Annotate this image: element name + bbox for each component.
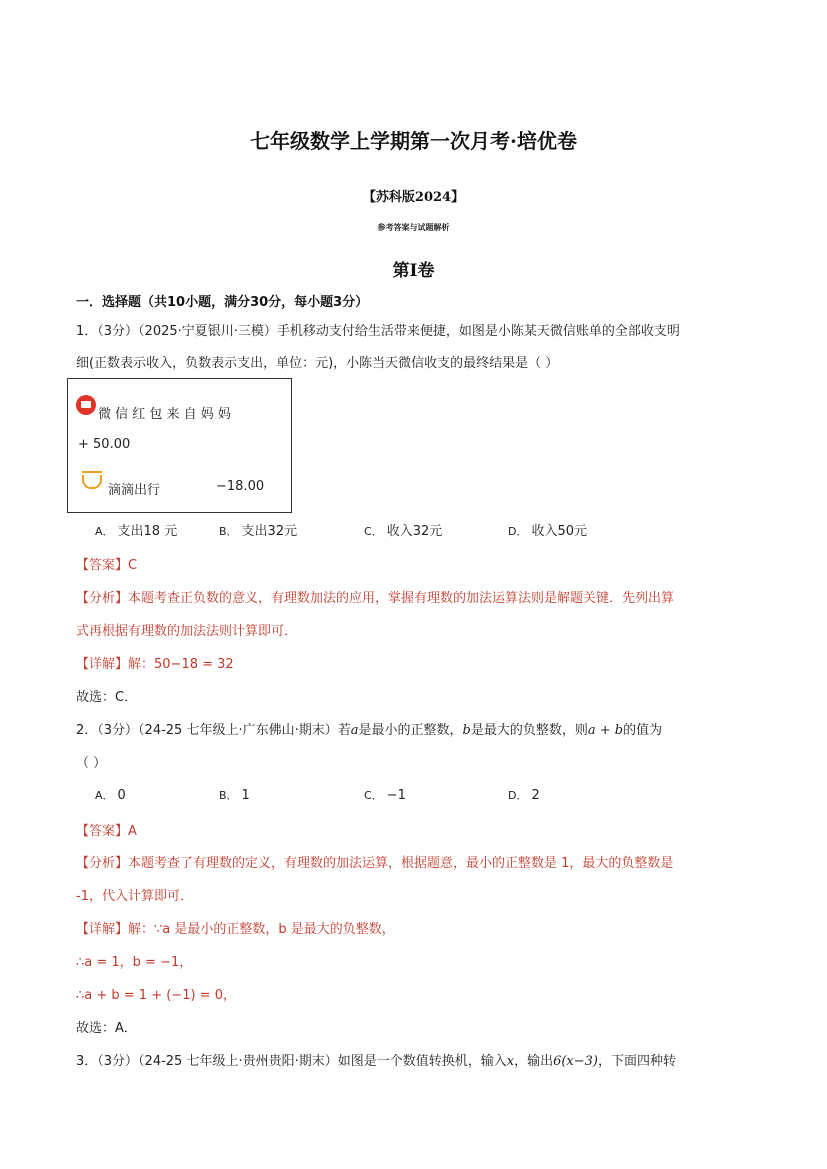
q2-answer: 【答案】A (76, 824, 137, 839)
edition-label: 【苏科版2024】 (362, 190, 465, 205)
q1-figure (67, 378, 292, 513)
q2-option-c: C． −1 (364, 788, 406, 803)
q2-option-b: B． 1 (219, 788, 250, 803)
page-subtitle: 参考答案与试题解析 (377, 222, 450, 232)
q2-option-d: D． 2 (508, 788, 540, 803)
q2-stem-line2: （ ） (76, 756, 107, 771)
q1-option-d: D． 收入50元 (508, 524, 588, 539)
q2-option-a: A． 0 (95, 788, 126, 803)
q1-stem-line2: 细(正数表示收入，负数表示支出，单位：元)，小陈当天微信收支的最终结果是（ ） (76, 356, 559, 371)
q2-step2: ∴a + b = 1 + (−1) = 0， (76, 988, 236, 1003)
q1-option-c: C． 收入32元 (364, 524, 443, 539)
q1-choose: 故选：C． (76, 690, 138, 705)
q1-figure-row2-label: 滴滴出行 (108, 483, 161, 498)
q1-option-b: B． 支出32元 (219, 524, 298, 539)
q1-answer: 【答案】C (76, 558, 138, 573)
section-heading: 一．选择题（共10小题，满分30分，每小题3分） (76, 295, 369, 310)
q2-step1: ∴a = 1，b = −1， (76, 955, 193, 970)
q2-choose: 故选：A． (76, 1021, 137, 1036)
q2-detail: 【详解】解：∵a 是最小的正整数，b 是最大的负整数， (76, 922, 395, 937)
q1-detail: 【详解】解：50−18 = 32 (76, 657, 234, 672)
volume-heading: 第I卷 (392, 261, 435, 281)
q1-analysis-line2: 式再根据有理数的加法法则计算即可． (76, 624, 298, 639)
q1-figure-row1-amount: + 50.00 (78, 437, 131, 452)
q2-stem-line1: 2．（3分）（24-25 七年级上·广东佛山·期末）若a是最小的正整数，b是最大的负整数，则a + b的值为 (76, 723, 663, 738)
q3-stem-line1: 3．（3分）（24-25 七年级上·贵州贵阳·期末）如图是一个数值转换机，输入x，输出6(x−3)，下面四种转 (76, 1054, 677, 1069)
q2-analysis-line1: 【分析】本题考查了有理数的定义，有理数的加法运算，根据题意，最小的正整数是 1，最大的负整数是 (76, 856, 674, 871)
q1-option-a: A． 支出18 元 (95, 524, 178, 539)
q1-figure-row2-amount: −18.00 (216, 479, 265, 494)
wechat-red-envelope-icon (76, 395, 96, 415)
q2-analysis-line2: -1，代入计算即可． (76, 889, 193, 904)
q1-figure-row1-label: 微 信 红 包 来 自 妈 妈 (98, 407, 231, 422)
q1-stem-line1: 1．（3分）（2025·宁夏银川·三模）手机移动支付给生活带来便捷，如图是小陈某天微信账单的全部收支明 (76, 324, 680, 339)
didi-icon (82, 475, 102, 489)
q1-analysis-line1: 【分析】本题考查正负数的意义，有理数加法的应用，掌握有理数的加法运算法则是解题关键．先列出算 (76, 591, 675, 606)
page-title: 七年级数学上学期第一次月考·培优卷 (250, 129, 577, 153)
